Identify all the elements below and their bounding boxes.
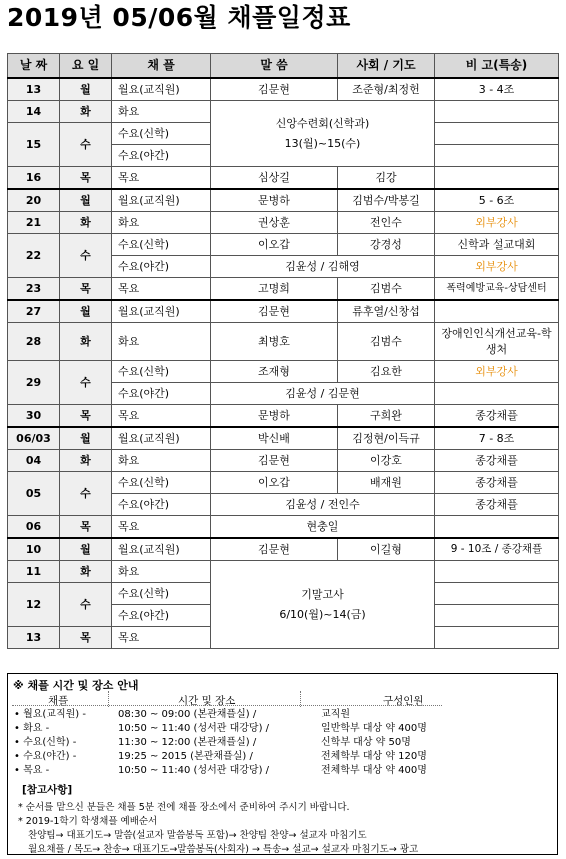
table-row bbox=[8, 101, 559, 123]
note-cell: 5 - 6조 bbox=[435, 189, 559, 212]
day-cell: 월 bbox=[60, 538, 112, 561]
speaker-cell: 조재형 bbox=[211, 361, 338, 383]
note-cell bbox=[435, 627, 559, 649]
note-cell bbox=[435, 516, 559, 539]
chapel-cell: 수요(신학) bbox=[112, 583, 211, 605]
note-cell: 종강채플 bbox=[435, 405, 559, 428]
header-mc-prayer: 사회 / 기도 bbox=[338, 54, 435, 79]
date-cell: 06/03 bbox=[8, 427, 60, 450]
chapel-cell: 화요 bbox=[112, 101, 211, 123]
mc-cell: 구희완 bbox=[338, 405, 435, 428]
date-cell: 15 bbox=[8, 123, 60, 167]
day-cell: 월 bbox=[60, 427, 112, 450]
day-cell: 화 bbox=[60, 323, 112, 361]
date-cell: 21 bbox=[8, 212, 60, 234]
date-cell: 12 bbox=[8, 583, 60, 627]
reference-line: 찬양팀→ 대표기도→ 말씀(설교자 말씀봉독 포함)→ 찬양팀 찬양→ 설교자 마침기도 bbox=[28, 830, 367, 841]
speaker-cell: 김문현 bbox=[211, 450, 338, 472]
date-cell: 28 bbox=[8, 323, 60, 361]
day-cell: 목 bbox=[60, 278, 112, 301]
info-title: ※ 채플 시간 및 장소 안내 bbox=[13, 679, 139, 692]
reference-line: 월요채플 / 목도→ 찬송→ 대표기도→말씀봉독(사회자) → 특송→ 설교→ 설교자 마침기도→ 광고 bbox=[28, 844, 419, 855]
exam-title: 기말고사 bbox=[301, 587, 344, 601]
speaker-cell: 권상훈 bbox=[211, 212, 338, 234]
day-cell: 화 bbox=[60, 561, 112, 583]
day-cell: 화 bbox=[60, 450, 112, 472]
note-cell: 폭력예방교육-상담센터 bbox=[435, 278, 559, 301]
note-cell bbox=[435, 300, 559, 323]
speaker-cell: 최병호 bbox=[211, 323, 338, 361]
retreat-title: 신앙수련회(신학과) bbox=[275, 116, 370, 130]
date-cell: 30 bbox=[8, 405, 60, 428]
speaker-mc-cell: 김윤성 / 김해영 bbox=[211, 256, 435, 278]
day-cell: 월 bbox=[60, 78, 112, 101]
note-cell: 외부강사 bbox=[435, 256, 559, 278]
mc-cell: 김범수 bbox=[338, 278, 435, 301]
info-members: 신학부 대상 약 50명 bbox=[321, 737, 411, 748]
note-cell bbox=[435, 123, 559, 145]
chapel-cell: 수요(신학) bbox=[112, 361, 211, 383]
date-cell: 11 bbox=[8, 561, 60, 583]
table-row bbox=[8, 234, 559, 256]
exam-dates: 6/10(월)~14(금) bbox=[279, 607, 366, 621]
chapel-cell: 목요 bbox=[112, 167, 211, 190]
holiday-cell: 현충일 bbox=[211, 516, 435, 539]
info-time: 10:50 ~ 11:40 (성서관 대강당) / bbox=[118, 765, 270, 776]
date-cell: 16 bbox=[8, 167, 60, 190]
info-members: 일반학부 대상 약 400명 bbox=[321, 723, 427, 734]
note-cell: 7 - 8조 bbox=[435, 427, 559, 450]
speaker-cell: 이오갑 bbox=[211, 472, 338, 494]
chapel-cell: 목요 bbox=[112, 516, 211, 539]
date-cell: 13 bbox=[8, 627, 60, 649]
mc-cell: 조준형/최정헌 bbox=[338, 78, 435, 101]
table-row bbox=[8, 405, 559, 428]
table-row bbox=[8, 167, 559, 190]
note-cell bbox=[435, 145, 559, 167]
exam-cell bbox=[211, 561, 435, 649]
mc-cell: 김범수/박봉길 bbox=[338, 189, 435, 212]
day-cell: 수 bbox=[60, 583, 112, 627]
chapel-cell: 화요 bbox=[112, 450, 211, 472]
reference-title: [참고사항] bbox=[22, 784, 73, 796]
chapel-cell: 수요(신학) bbox=[112, 234, 211, 256]
date-cell: 04 bbox=[8, 450, 60, 472]
speaker-cell: 이오갑 bbox=[211, 234, 338, 256]
date-cell: 06 bbox=[8, 516, 60, 539]
note-cell: 외부강사 bbox=[435, 212, 559, 234]
chapel-cell: 월요(교직원) bbox=[112, 427, 211, 450]
info-members: 전체학부 대상 약 120명 bbox=[321, 751, 427, 762]
mc-cell: 김정현/이득규 bbox=[338, 427, 435, 450]
info-time: 08:30 ~ 09:00 (본관채플실) / bbox=[118, 709, 257, 720]
note-cell: 종강채플 bbox=[435, 472, 559, 494]
info-time: 11:30 ~ 12:00 (본관채플실) / bbox=[118, 737, 257, 748]
header-row bbox=[8, 54, 559, 79]
table-row bbox=[8, 323, 559, 361]
day-cell: 월 bbox=[60, 300, 112, 323]
note-cell bbox=[435, 383, 559, 405]
speaker-cell: 심상길 bbox=[211, 167, 338, 190]
mc-cell: 김요한 bbox=[338, 361, 435, 383]
chapel-cell: 목요 bbox=[112, 278, 211, 301]
date-cell: 20 bbox=[8, 189, 60, 212]
note-cell: 종강채플 bbox=[435, 494, 559, 516]
day-cell: 화 bbox=[60, 101, 112, 123]
table-row bbox=[8, 212, 559, 234]
info-chapel: • 수요(신학) - bbox=[14, 737, 77, 748]
speaker-cell: 고명희 bbox=[211, 278, 338, 301]
table-row bbox=[8, 300, 559, 323]
date-cell: 14 bbox=[8, 101, 60, 123]
table-row bbox=[8, 361, 559, 383]
table-row bbox=[8, 516, 559, 539]
header-note: 비 고(특송) bbox=[435, 54, 559, 79]
divider bbox=[12, 705, 442, 706]
speaker-cell: 김문현 bbox=[211, 538, 338, 561]
chapel-cell: 목요 bbox=[112, 405, 211, 428]
day-cell: 목 bbox=[60, 516, 112, 539]
chapel-cell: 월요(교직원) bbox=[112, 189, 211, 212]
note-cell: 외부강사 bbox=[435, 361, 559, 383]
note-cell bbox=[435, 583, 559, 605]
mc-cell: 전인수 bbox=[338, 212, 435, 234]
chapel-cell: 수요(야간) bbox=[112, 383, 211, 405]
info-header-chapel: 채플 bbox=[48, 695, 69, 707]
day-cell: 화 bbox=[60, 212, 112, 234]
note-cell bbox=[435, 167, 559, 190]
info-chapel: • 월요(교직원) - bbox=[14, 709, 86, 720]
note-cell bbox=[435, 101, 559, 123]
chapel-cell: 화요 bbox=[112, 212, 211, 234]
note-cell bbox=[435, 605, 559, 627]
chapel-cell: 수요(야간) bbox=[112, 145, 211, 167]
chapel-cell: 수요(야간) bbox=[112, 494, 211, 516]
date-cell: 23 bbox=[8, 278, 60, 301]
header-date: 날 짜 bbox=[8, 54, 60, 79]
table-row bbox=[8, 189, 559, 212]
info-chapel: • 수요(야간) - bbox=[14, 751, 77, 762]
retreat-cell bbox=[211, 101, 435, 167]
speaker-mc-cell: 김윤성 / 김문현 bbox=[211, 383, 435, 405]
chapel-cell: 화요 bbox=[112, 561, 211, 583]
chapel-schedule-table bbox=[7, 53, 559, 649]
day-cell: 목 bbox=[60, 627, 112, 649]
reference-line: * 2019-1학기 학생채플 예배순서 bbox=[18, 816, 158, 827]
mc-cell: 이강호 bbox=[338, 450, 435, 472]
info-header-members: 구성인원 bbox=[383, 695, 424, 707]
date-cell: 05 bbox=[8, 472, 60, 516]
note-cell: 9 - 10조 / 종강채플 bbox=[435, 538, 559, 561]
table-row bbox=[8, 561, 559, 583]
date-cell: 13 bbox=[8, 78, 60, 101]
speaker-cell: 문병하 bbox=[211, 189, 338, 212]
info-time: 19:25 ~ 2015 (본관채플실) / bbox=[118, 751, 253, 762]
date-cell: 29 bbox=[8, 361, 60, 405]
chapel-info-box bbox=[7, 673, 558, 855]
mc-cell: 강경성 bbox=[338, 234, 435, 256]
day-cell: 수 bbox=[60, 234, 112, 278]
table-row bbox=[8, 427, 559, 450]
chapel-cell: 화요 bbox=[112, 323, 211, 361]
info-members: 교직원 bbox=[321, 709, 350, 720]
table-row bbox=[8, 278, 559, 301]
mc-cell: 김강 bbox=[338, 167, 435, 190]
info-time: 10:50 ~ 11:40 (성서관 대강당) / bbox=[118, 723, 270, 734]
reference-line: * 순서를 맡으신 분들은 채플 5분 전에 채플 장소에서 준비하여 주시기 바랍니다. bbox=[18, 802, 350, 813]
info-chapel: • 화요 - bbox=[14, 723, 50, 734]
speaker-cell: 문병하 bbox=[211, 405, 338, 428]
day-cell: 수 bbox=[60, 361, 112, 405]
mc-cell: 이길형 bbox=[338, 538, 435, 561]
date-cell: 22 bbox=[8, 234, 60, 278]
chapel-cell: 수요(신학) bbox=[112, 472, 211, 494]
speaker-cell: 박신배 bbox=[211, 427, 338, 450]
day-cell: 수 bbox=[60, 123, 112, 167]
info-header-time: 시간 및 장소 bbox=[178, 695, 236, 707]
chapel-cell: 수요(신학) bbox=[112, 123, 211, 145]
table-row bbox=[8, 538, 559, 561]
table-row bbox=[8, 450, 559, 472]
page-title: 2019년 05/06월 채플일정표 bbox=[7, 3, 351, 32]
date-cell: 27 bbox=[8, 300, 60, 323]
table-row bbox=[8, 472, 559, 494]
day-cell: 목 bbox=[60, 405, 112, 428]
speaker-cell: 김문현 bbox=[211, 300, 338, 323]
header-speaker: 말 씀 bbox=[211, 54, 338, 79]
speaker-mc-cell: 김윤성 / 전인수 bbox=[211, 494, 435, 516]
chapel-cell: 월요(교직원) bbox=[112, 538, 211, 561]
chapel-cell: 월요(교직원) bbox=[112, 78, 211, 101]
speaker-cell: 김문현 bbox=[211, 78, 338, 101]
chapel-cell: 목요 bbox=[112, 627, 211, 649]
mc-cell: 김범수 bbox=[338, 323, 435, 361]
info-members: 전체학부 대상 약 400명 bbox=[321, 765, 427, 776]
note-cell bbox=[435, 561, 559, 583]
table-row bbox=[8, 78, 559, 101]
day-cell: 수 bbox=[60, 472, 112, 516]
note-cell: 종강채플 bbox=[435, 450, 559, 472]
header-chapel: 채 플 bbox=[112, 54, 211, 79]
day-cell: 월 bbox=[60, 189, 112, 212]
mc-cell: 류후열/신창섭 bbox=[338, 300, 435, 323]
retreat-dates: 13(월)~15(수) bbox=[284, 136, 361, 150]
info-chapel: • 목요 - bbox=[14, 765, 50, 776]
mc-cell: 배재원 bbox=[338, 472, 435, 494]
note-cell: 신학과 설교대회 bbox=[435, 234, 559, 256]
note-cell: 장애인인식개선교육-학생처 bbox=[435, 323, 559, 361]
day-cell: 목 bbox=[60, 167, 112, 190]
chapel-cell: 월요(교직원) bbox=[112, 300, 211, 323]
note-cell: 3 - 4조 bbox=[435, 78, 559, 101]
chapel-cell: 수요(야간) bbox=[112, 256, 211, 278]
header-day: 요 일 bbox=[60, 54, 112, 79]
chapel-cell: 수요(야간) bbox=[112, 605, 211, 627]
date-cell: 10 bbox=[8, 538, 60, 561]
